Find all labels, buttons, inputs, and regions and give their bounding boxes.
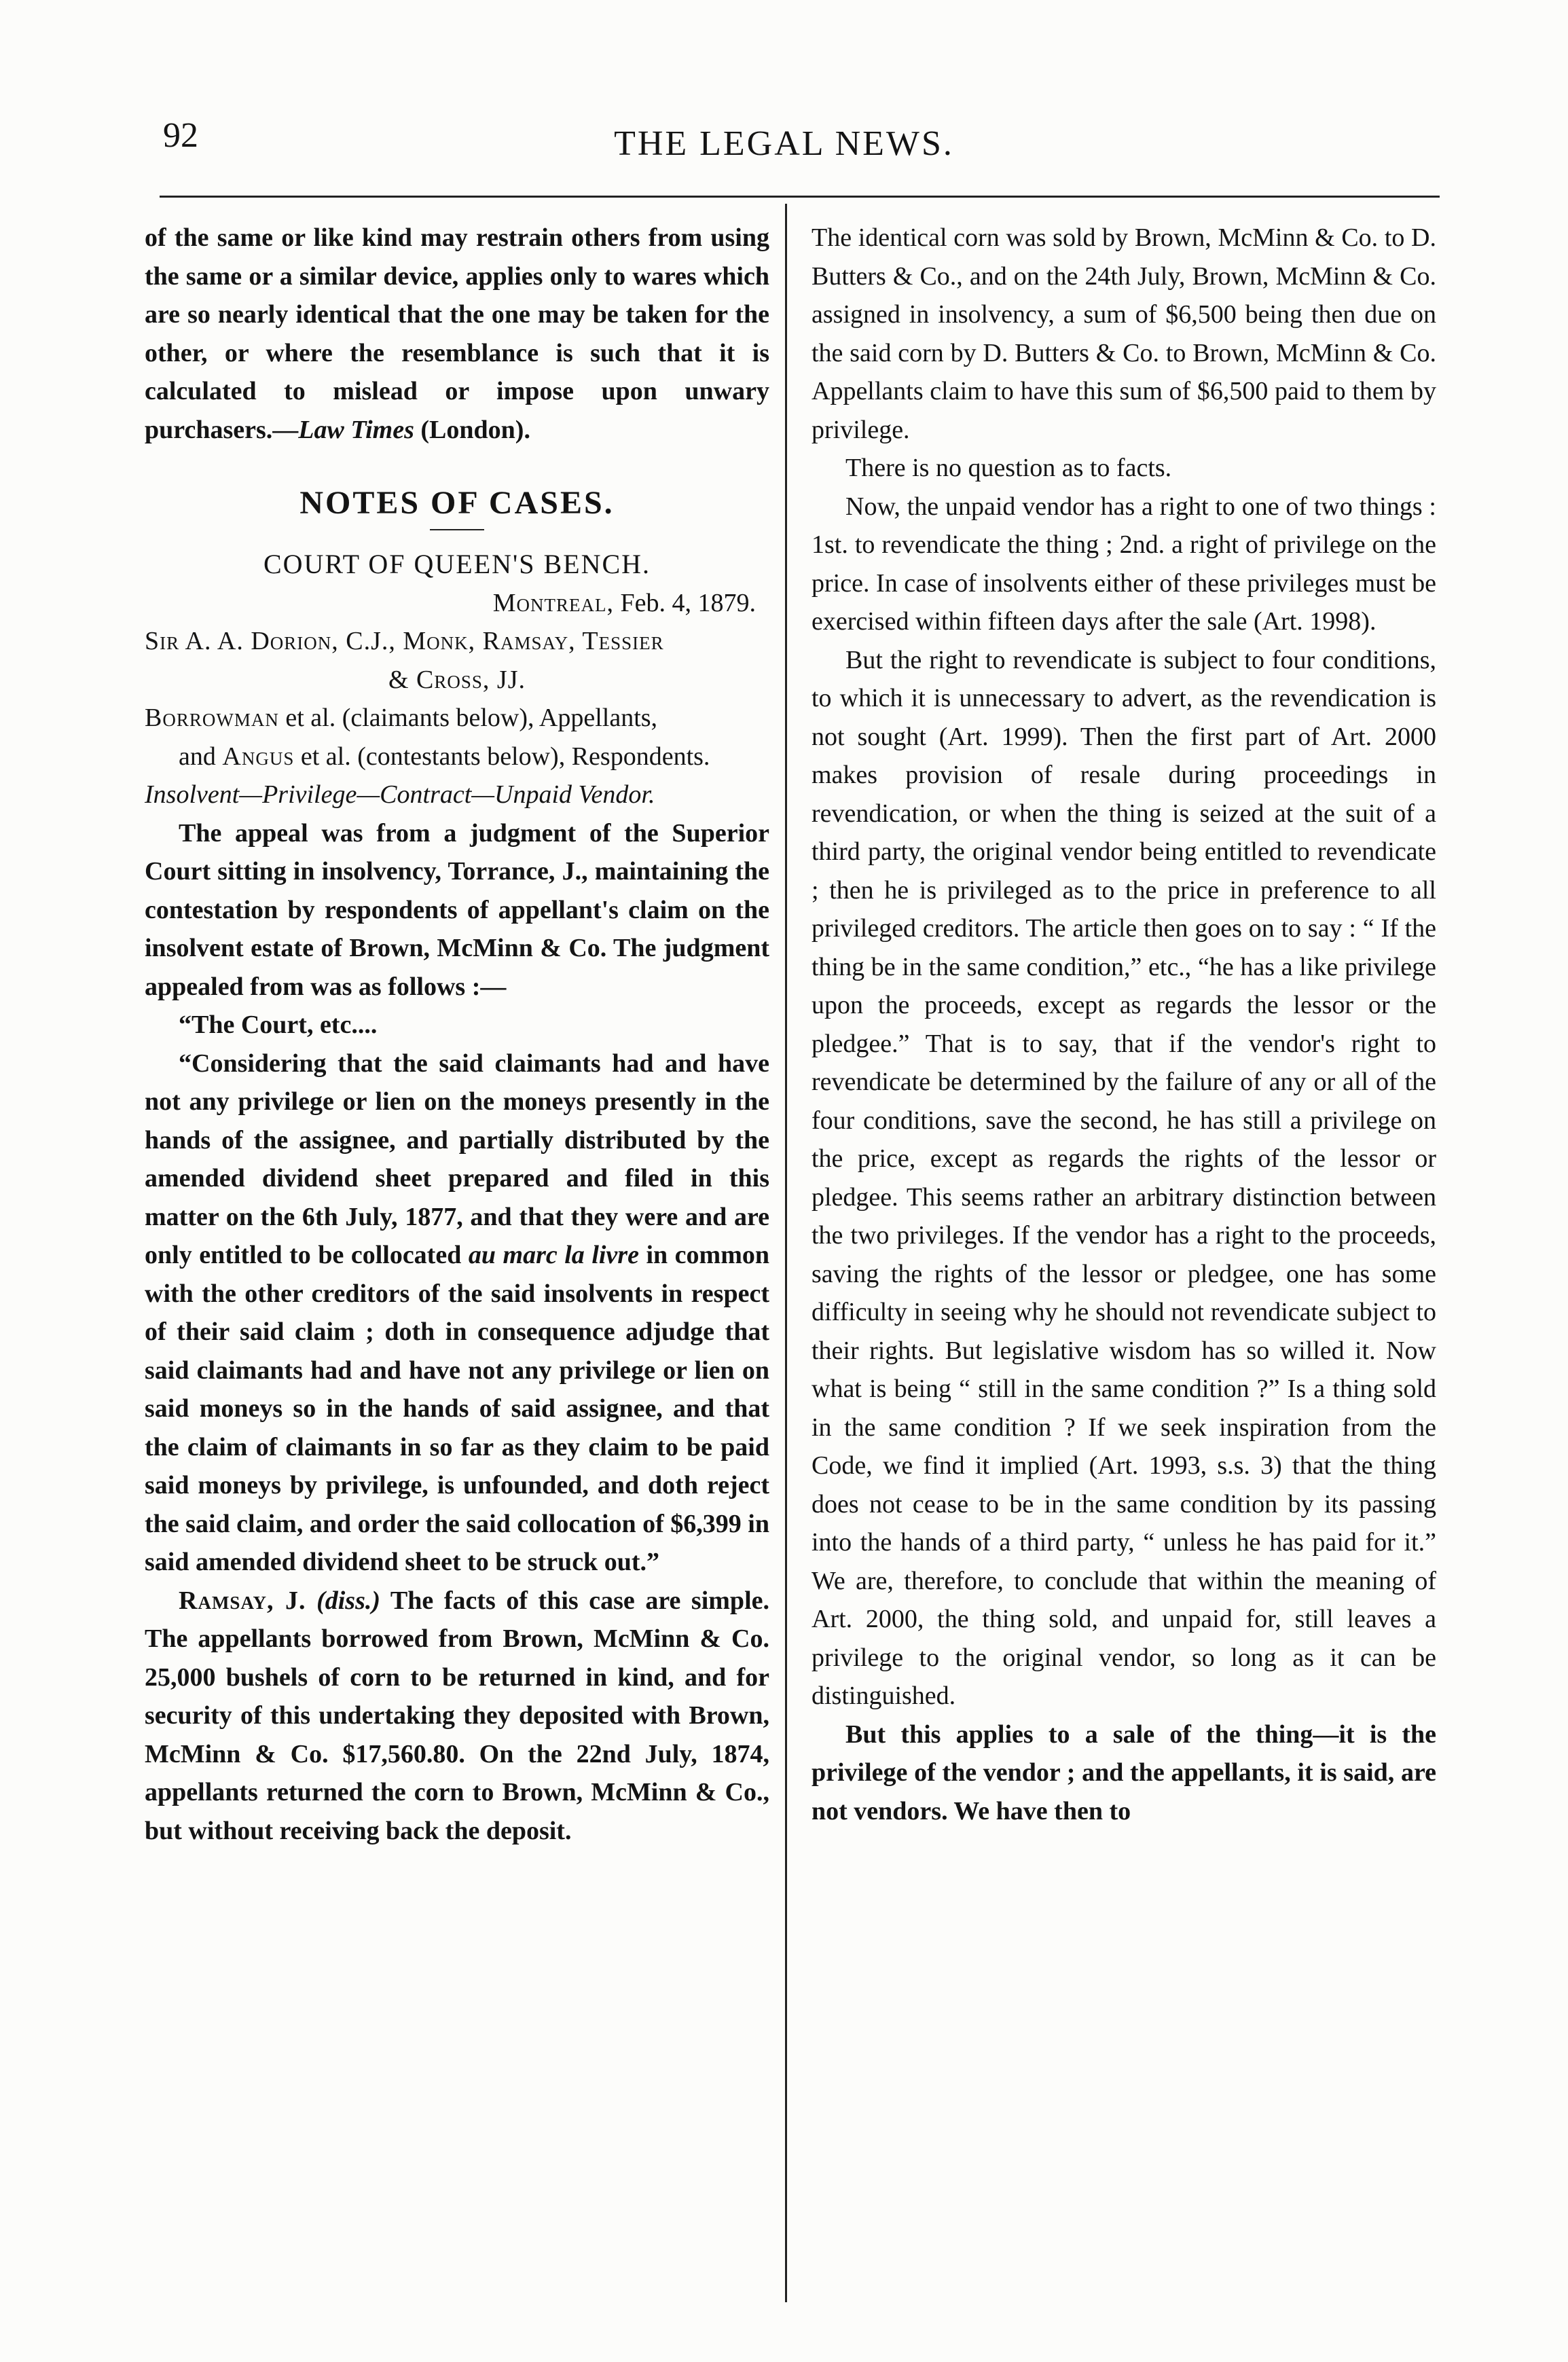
judges-line-2: & Cross, JJ.	[388, 665, 526, 694]
left-column	[145, 219, 769, 1850]
section-rule	[430, 529, 484, 530]
appeal-paragraph: The appeal was from a judgment of the Superior Court sitting in insolvency, Torrance, J., maintaining the contestation by respondents of appellant's claim on the insolvent estate of Brown, McMinn & Co. The judgment appealed from was as follows :—	[145, 818, 769, 1001]
running-title: THE LEGAL NEWS.	[614, 124, 954, 163]
column-divider	[785, 204, 787, 2302]
header-rule	[160, 196, 1440, 198]
right-paragraph-5: But this applies to a sale of the thing—it is the privilege of the vendor ; and the appellants, it is said, are not vendors. We have then to	[812, 1720, 1436, 1825]
considering-paragraph: “Considering that the said claimants had and have not any privilege or lien on the moneys presently in the hands of the assignee, and partially distributed by the amended dividend sheet prepared and filed in this matter on the 6th July, 1877, and that they were and are only entitled to be collocated au marc la livre in common with the other creditors of the said insolvents in respect of their said claim ; doth in consequence adjudge that said claimants had and have not any privilege or lien on said moneys so in the hands of said assignee, and that the claim of claimants in so far as they claim to be paid said moneys by privilege, is unfounded, and doth reject the said claim, and order the said collocation of $6,399 in said amended dividend sheet to be struck out.”	[145, 1049, 769, 1576]
court-quote-paragraph: “The Court, etc....	[179, 1011, 378, 1039]
court-name: COURT OF QUEEN'S BENCH.	[263, 549, 651, 579]
case-subject: Insolvent—Privilege—Contract—Unpaid Vendor.	[145, 780, 655, 809]
page-number: 92	[163, 116, 198, 155]
parties-respondents: and Angus et al. (contestants below), Respondents.	[179, 742, 710, 771]
parties-appellants: Borrowman et al. (claimants below), Appellants,	[145, 704, 658, 732]
right-paragraph-4: But the right to revendicate is subject to four conditions, to which it is unnecessary to advert, as the revendication is not sought (Art. 1999). Then the first part of Art. 2000 makes provision of resale during proceedings in revendication, or when the thing is seized at the suit of a third party, the original vendor being entitled to revendicate ; then he is privileged as to the price in preference to all privileged creditors. The article then goes on to say : “ If the thing be in the same condition,” etc., “he has a like privilege upon the proceeds, except as regards the lessor or the pledgee.” That is to say, that if the vendor's right to revendicate be determined by the failure of any or all of the four conditions, save the second, he has still a privilege on the price, except as regards the rights of the lessor or pledgee. This seems rather an arbitrary distinction between the two privileges. If the vendor has a right to the proceeds, saving the rights of the lessor or pledgee, one has some difficulty in seeing why he should not revendicate subject to their rights. But legislative wisdom has so willed it. Now what is being “ still in the same condition ?” Is a thing sold in the same condition ? If we seek inspiration from the Code, we find it implied (Art. 1993, s.s. 3) that the thing does not cease to be in the same condition by its passing into the hands of a third party, “ unless he has paid for it.” We are, therefore, to conclude that within the meaning of Art. 2000, the thing sold, and unpaid for, still leaves a privilege to the original vendor, so long as it can be distinguished.	[812, 645, 1436, 1710]
right-paragraph-3: Now, the unpaid vendor has a right to one of two things : 1st. to revendicate the thing ; 2nd. a right of privilege on the price. In case of insolvents either of these privileges must be exercised within fifteen days after the sale (Art. 1998).	[812, 492, 1436, 636]
right-paragraph-1: The identical corn was sold by Brown, McMinn & Co. to D. Butters & Co., and on the 24th July, Brown, McMinn & Co. assigned in insolvency, a sum of $6,500 being then due on the said corn by D. Butters & Co. to Brown, McMinn & Co. Appellants claim to have this sum of $6,500 paid to them by privilege.	[812, 223, 1436, 444]
right-column	[812, 219, 1436, 1830]
intro-paragraph: of the same or like kind may restrain others from using the same or a similar device, applies only to wares which are so nearly identical that the one may be taken for the other, or where the resemblance is such that it is calculated to mislead or impose upon unwary purchasers.—Law Times (London).	[145, 223, 769, 444]
ramsay-paragraph: Ramsay, J. (diss.) The facts of this case are simple. The appellants borrowed from Brown, McMinn & Co. 25,000 bushels of corn to be returned in kind, and for security of this undertaking they deposited with Brown, McMinn & Co. $17,560.80. On the 22nd July, 1874, appellants returned the corn to Brown, McMinn & Co., but without receiving back the deposit.	[145, 1586, 769, 1845]
section-title: NOTES OF CASES.	[299, 485, 615, 521]
judges-line: Sir A. A. Dorion, C.J., Monk, Ramsay, Tessier	[145, 627, 664, 655]
court-date-line: Montreal, Feb. 4, 1879.	[492, 588, 756, 617]
right-paragraph-2: There is no question as to facts.	[845, 454, 1172, 482]
intro-source: Law Times	[298, 415, 414, 444]
